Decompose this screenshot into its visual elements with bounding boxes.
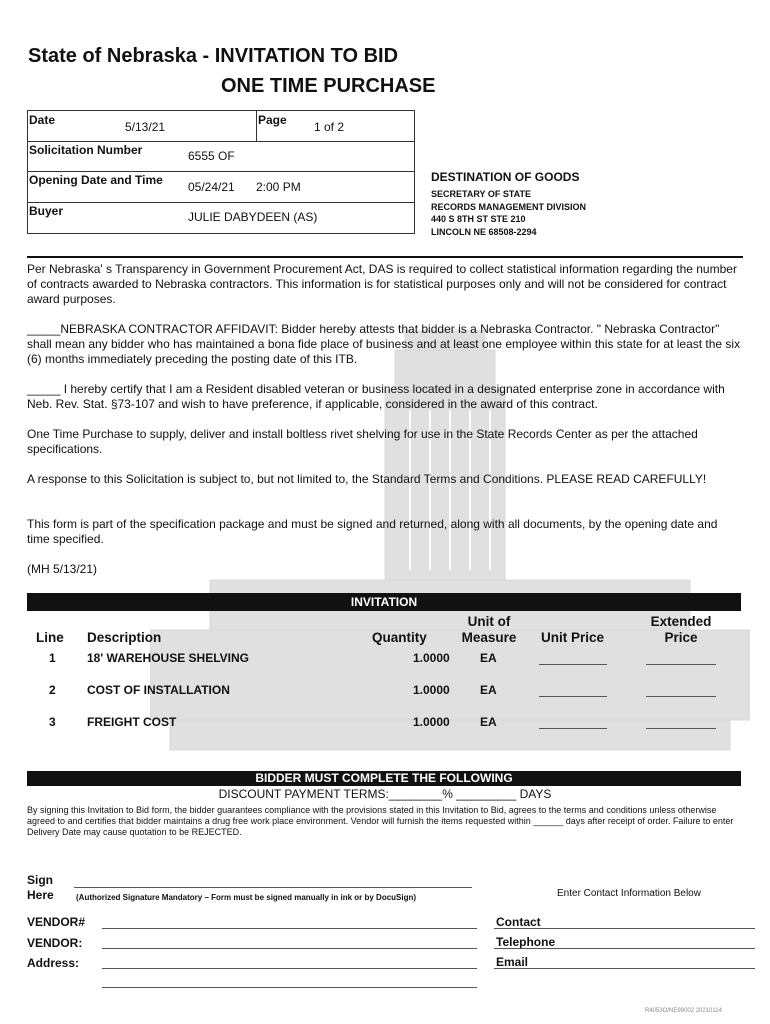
contractor-affidavit-paragraph: _____NEBRASKA CONTRACTOR AFFIDAVIT: Bidder hereby attests that bidder is a Nebraska Contractor. " Nebraska Contractor" shall mean any bidder who has maintained a bona fide place of business and at least one employee within this state for at least the six (6) months immediately preceding the posting date of this ITB. (27, 322, 741, 366)
signature-note: (Authorized Signature Mandatory – Form must be signed manually in ink or by DocuSign) (76, 893, 417, 902)
date-label: Date (29, 113, 56, 127)
col-unit-of: Unit of (467, 614, 511, 629)
opening-date-label: Opening Date and Time (29, 173, 163, 187)
revision-note: (MH 5/13/21) (27, 562, 98, 576)
opening-time-value: 2:00 PM (256, 180, 301, 194)
invitation-bar: INVITATION (27, 593, 741, 611)
col-unit-of-measure (458, 614, 520, 646)
destination-address (431, 188, 586, 238)
opening-date-value: 05/24/21 (188, 180, 235, 194)
row-1-quantity: 1.0000 (413, 651, 450, 665)
document-subtitle: ONE TIME PURCHASE (221, 75, 436, 97)
buyer-label: Buyer (29, 204, 64, 218)
destination-line: 440 S 8TH ST STE 210 (431, 214, 526, 224)
destination-title: DESTINATION OF GOODS (431, 170, 580, 184)
discount-terms: DISCOUNT PAYMENT TERMS:________% _________ DAYS (218, 787, 552, 801)
col-line: Line (36, 630, 64, 645)
address-field-2[interactable] (102, 987, 477, 988)
solicitation-number-value: 6555 OF (188, 149, 235, 163)
bidder-bar: BIDDER MUST COMPLETE THE FOLLOWING (27, 771, 741, 786)
col-description: Description (87, 630, 162, 645)
section-divider (27, 256, 743, 258)
row-3-extended-price-field[interactable] (646, 728, 716, 729)
form-code: R4053O/NE99002 20210114 (645, 1008, 722, 1014)
row-3-quantity: 1.0000 (413, 715, 450, 729)
col-quantity: Quantity (372, 630, 427, 645)
row-1-extended-price-field[interactable] (646, 664, 716, 665)
page-label: Page (258, 113, 287, 127)
destination-line: RECORDS MANAGEMENT DIVISION (431, 201, 587, 212)
row-2-uom: EA (480, 683, 497, 697)
col-extended: Extended (650, 614, 712, 629)
col-extended-price (646, 614, 716, 646)
vendor-field[interactable] (102, 948, 477, 949)
document-title: State of Nebraska - INVITATION TO BID (28, 45, 399, 67)
row-3-unit-price-field[interactable] (539, 728, 607, 729)
address-field-1[interactable] (102, 968, 477, 969)
vendor-number-label: VENDOR# (27, 915, 86, 929)
vendor-label: VENDOR: (27, 936, 83, 950)
destination-line: LINCOLN NE 68508-2294 (431, 226, 537, 237)
row-2-quantity: 1.0000 (413, 683, 450, 697)
row-2-description: COST OF INSTALLATION (87, 683, 230, 697)
row-2-line: 2 (49, 683, 56, 697)
signature-field[interactable] (74, 887, 472, 888)
row-3-description: FREIGHT COST (87, 715, 177, 729)
page-value: 1 of 2 (314, 120, 345, 134)
contact-label: Contact (496, 915, 541, 929)
contact-field[interactable] (494, 928, 755, 929)
bidder-agreement: By signing this Invitation to Bid form, the bidder guarantees compliance with the provisions stated in this Invitation to Bid, agrees to the terms and conditions unless otherwise agreed to and certifies that bidder maintains a drug free work place environment. Vendor will furnish the items requested within ______ days after receipt of order. Failure to enter Delivery Date may cause quotation to be REJECTED. (27, 805, 734, 837)
solicitation-number-label: Solicitation Number (29, 143, 143, 157)
col-unit-price: Unit Price (541, 630, 605, 645)
sign-label: Sign (27, 873, 53, 887)
veteran-preference-paragraph: _____ I hereby certify that I am a Resident disabled veteran or business located in a designated enterprise zone in accordance with Neb. Rev. Stat. §73-107 and wish to have preference, if applicable, considered in the award of this contract. (27, 382, 725, 411)
telephone-field[interactable] (494, 948, 755, 949)
date-value: 5/13/21 (125, 120, 166, 134)
col-price: Price (664, 630, 698, 645)
terms-paragraph: A response to this Solicitation is subject to, but not limited to, the Standard Terms and Conditions. PLEASE READ CAREFULLY! (27, 472, 707, 486)
row-1-description: 18' WAREHOUSE SHELVING (87, 651, 249, 665)
col-measure: Measure (461, 630, 517, 645)
row-1-line: 1 (49, 651, 56, 665)
row-2-unit-price-field[interactable] (539, 696, 607, 697)
form-instructions-paragraph: This form is part of the specification package and must be signed and returned, along with all documents, by the opening date and time specified. (27, 517, 718, 546)
here-label: Here (27, 888, 54, 902)
row-1-uom: EA (480, 651, 497, 665)
solicitation-info-box (27, 110, 415, 234)
address-label: Address: (27, 956, 80, 970)
email-label: Email (496, 955, 529, 969)
telephone-label: Telephone (496, 935, 556, 949)
email-field[interactable] (494, 968, 755, 969)
destination-line: SECRETARY OF STATE (431, 189, 532, 199)
row-2-extended-price-field[interactable] (646, 696, 716, 697)
transparency-paragraph: Per Nebraska' s Transparency in Government Procurement Act, DAS is required to collect statistical information regarding the number of contracts awarded to Nebraska contractors. This information is for statistical purposes only and will not be considered for contract award purposes. (27, 262, 737, 306)
row-1-unit-price-field[interactable] (539, 664, 607, 665)
vendor-number-field[interactable] (102, 928, 477, 929)
buyer-value: JULIE DABYDEEN (AS) (188, 210, 318, 224)
purchase-description-paragraph: One Time Purchase to supply, deliver and install boltless rivet shelving for use in the State Records Center as per the attached specifications. (27, 427, 698, 456)
row-3-line: 3 (49, 715, 56, 729)
contact-note: Enter Contact Information Below (557, 888, 701, 899)
row-3-uom: EA (480, 715, 497, 729)
sign-here-label (27, 873, 54, 903)
